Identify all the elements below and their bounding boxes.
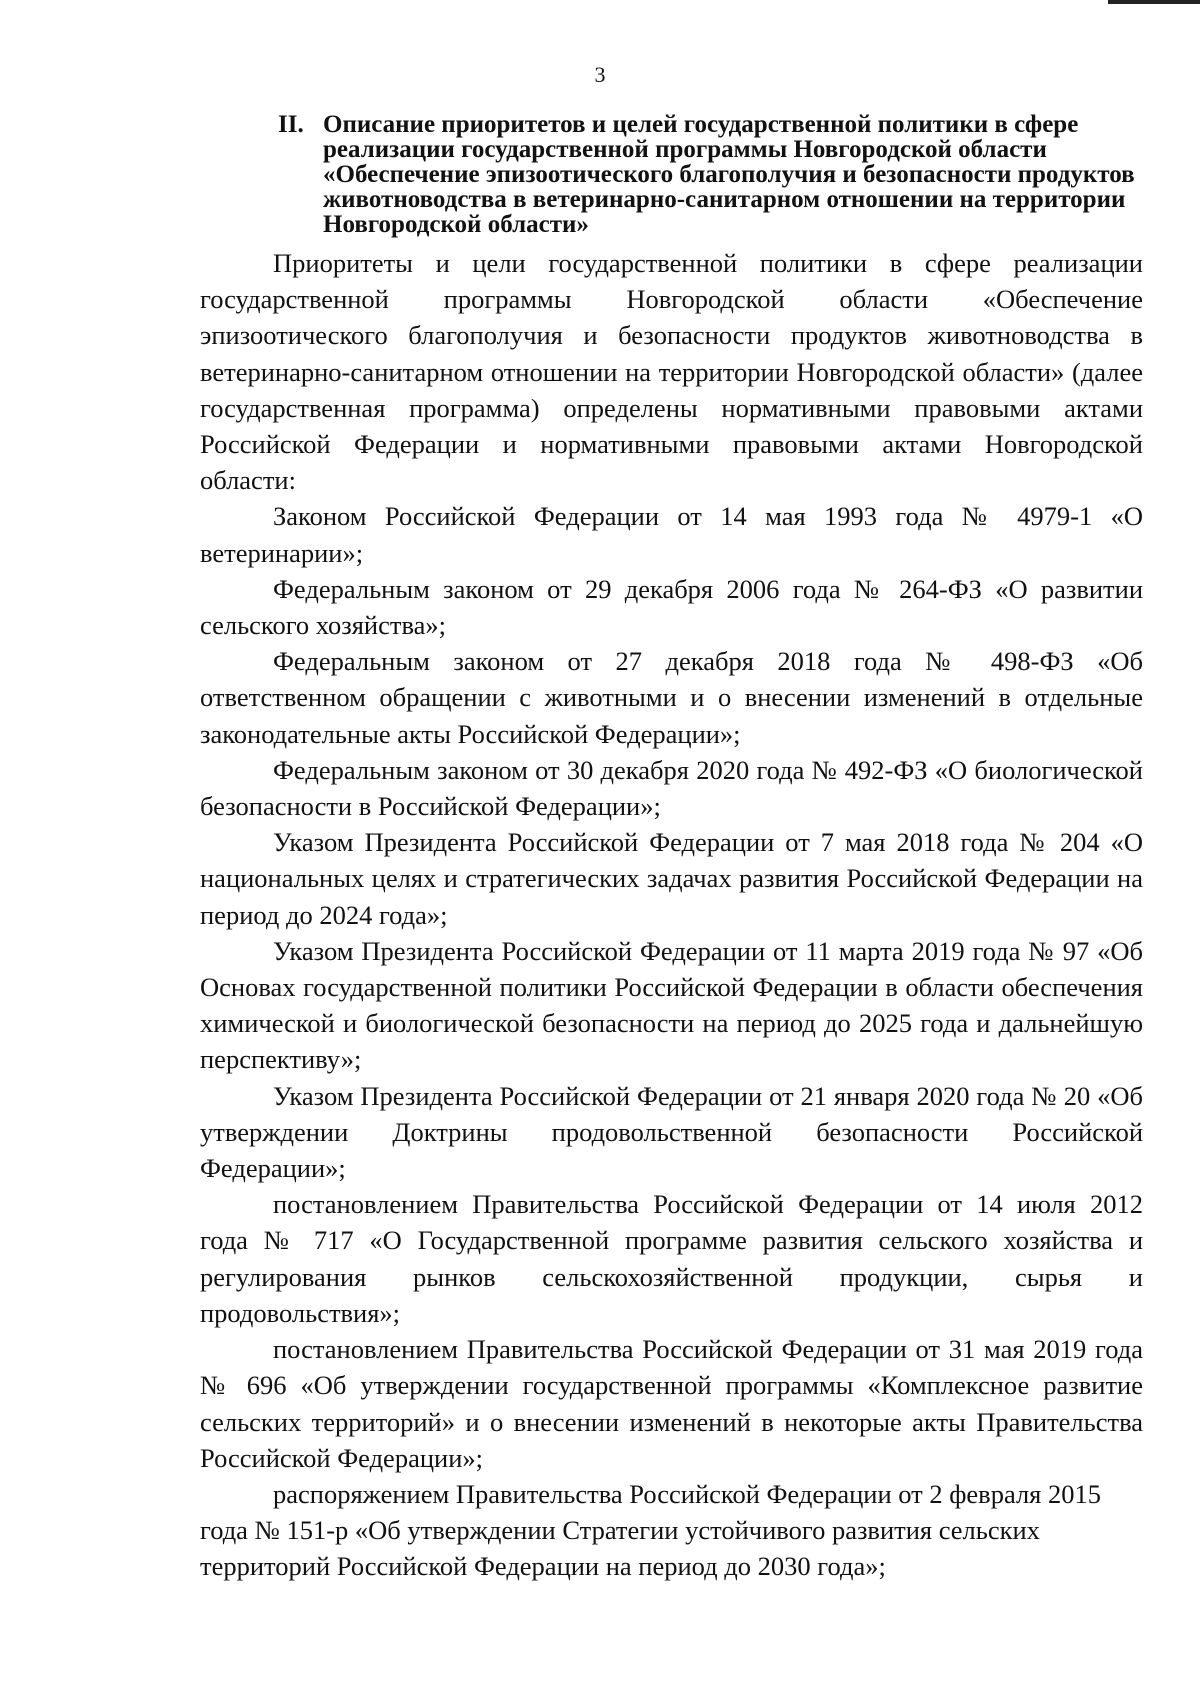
- paragraph-fz-264: Федеральным законом от 29 декабря 2006 года № 264-ФЗ «О развитии сельского хозяйства»;: [200, 573, 1143, 641]
- paragraph-fz-492: Федеральным законом от 30 декабря 2020 года № 492-ФЗ «О биологической безопасности в Российской Федерации»;: [200, 754, 1143, 822]
- section-numeral: II.: [278, 111, 304, 138]
- document-body: [200, 245, 1143, 1585]
- paragraph-resolution-696: постановлением Правительства Российской Федерации от 31 мая 2019 года № 696 «Об утверждении государственной программы «Комплексное развитие сельских территорий» и о внесении изменений в некоторые акты Правительства Российской Федерации»;: [200, 1334, 1143, 1473]
- paragraph-law-veterinary: Законом Российской Федерации от 14 мая 1993 года № 4979-1 «О ветеринарии»;: [200, 501, 1143, 568]
- paragraph-order-151r: распоряжением Правительства Российской Федерации от 2 февраля 2015 года № 151-р «Об утверждении Стратегии устойчивого развития сельских территорий Российской Федерации на период до 2030 года»;: [200, 1478, 1101, 1582]
- top-edge-rule: [1108, 0, 1200, 4]
- section-heading: [278, 112, 1138, 237]
- paragraph-fz-498: Федеральным законом от 27 декабря 2018 года № 498-ФЗ «Об ответственном обращении с животными и о внесении изменений в отдельные законодательные акты Российской Федерации»;: [200, 646, 1143, 749]
- paragraph-decree-97: Указом Президента Российской Федерации от 11 марта 2019 года № 97 «Об Основах государственной политики Российской Федерации в области обеспечения химической и биологической безопасности на период до 2025 года и дальнейшую перспективу»;: [200, 935, 1143, 1075]
- paragraph-intro: Приоритеты и цели государственной политики в сфере реализации государственной программы Новгородской области «Обеспечение эпизоотического благополучия и безопасности продуктов животноводства в ветеринарно-санитарном отношении на территории Новгородской области» (далее государственная программа) определены нормативными правовыми актами Российской Федерации и нормативными правовыми актами Новгородской области:: [200, 248, 1143, 496]
- paragraph-resolution-717: постановлением Правительства Российской Федерации от 14 июля 2012 года № 717 «О Государственной программе развития сельского хозяйства и регулирования рынков сельскохозяйственной продукции, сырья и продовольствия»;: [200, 1189, 1143, 1328]
- section-title: Описание приоритетов и целей государственной политики в сфере реализации государственной программы Новгородской области «Обеспечение эпизоотического благополучия и безопасности продуктов животноводства в ветеринарно-санитарном отношении на территории Новгородской области»: [323, 111, 1135, 238]
- paragraph-decree-20: Указом Президента Российской Федерации от 21 января 2020 года № 20 «Об утверждении Доктрины продовольственной безопасности Российской Федерации»;: [200, 1080, 1143, 1184]
- paragraph-decree-204: Указом Президента Российской Федерации от 7 мая 2018 года № 204 «О национальных целях и стратегических задачах развития Российской Федерации на период до 2024 года»;: [200, 827, 1143, 930]
- page-number: 3: [594, 62, 606, 87]
